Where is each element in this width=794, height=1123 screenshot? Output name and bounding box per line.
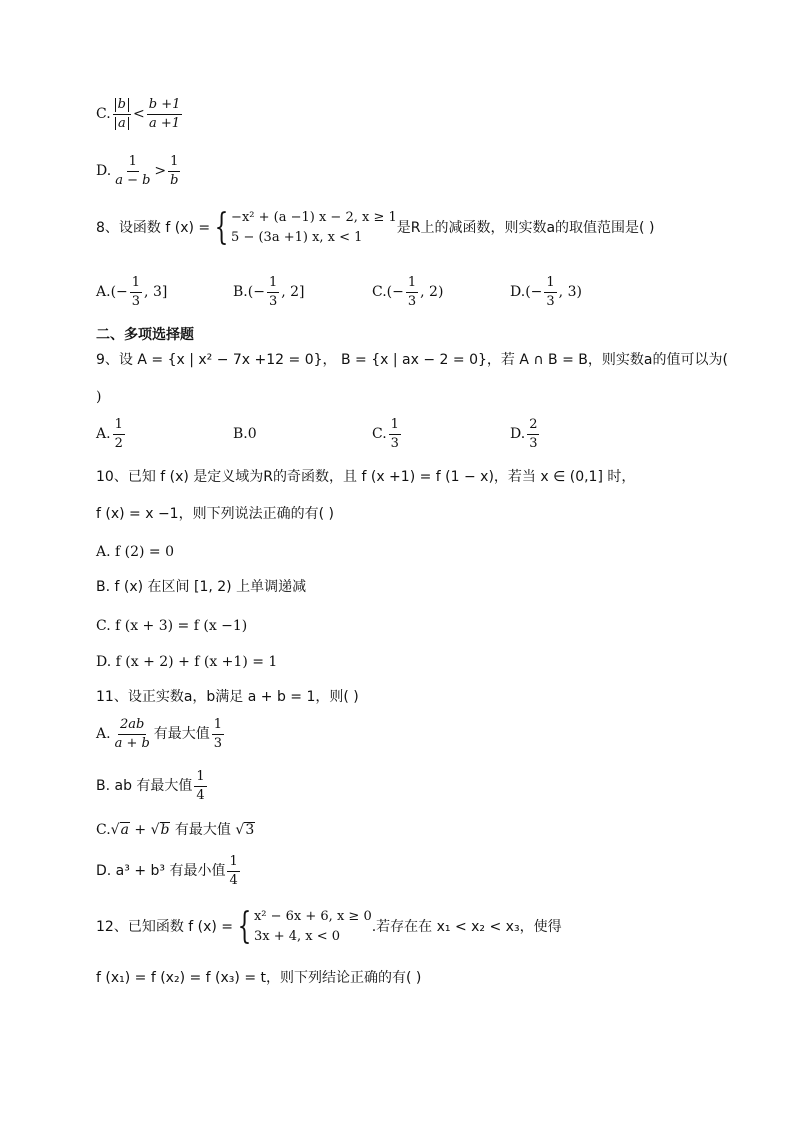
q8-case-2: 5 − (3a +1) x, x < 1 [231,229,363,245]
q7-option-c-right-fraction: b +1 a +1 [148,97,181,131]
q12-stem-continued: f (x₁) = f (x₂) = f (x₃) = t，则下列结论正确的有( ) [96,970,422,986]
q8-suffix: 是R上的减函数，则实数a的取值范围是( ) [396,219,655,236]
q11-option-a-fraction: 2ab a + b [114,717,150,751]
q10-option-c: C. f (x + 3) = f (x −1) [96,618,248,634]
q7-option-d-right-fraction: 1 b [170,154,179,188]
q12-suffix: .若存在在 x₁ < x₂ < x₃，使得 [371,918,562,935]
q9-option-d-fraction: 2 3 [529,417,538,451]
q7-option-c [96,98,184,130]
q7-option-d-left-fraction: 1 a − b [115,154,151,188]
q11-option-c-sqrt-a: a [120,822,129,838]
q7-option-d [96,155,182,187]
q11-option-d: D. a³ + b³ 有最小值 1 4 [96,854,238,888]
q8-brace: { [214,206,229,248]
q9-option-c-fraction: 1 3 [390,417,399,451]
q11-stem: 11、设正实数a，b满足 a + b = 1，则( ) [96,689,359,705]
q8-option-d-fraction: $\frac{1}{3}$ [546,275,555,309]
q9-option-d: D. 2 3 [510,417,538,451]
q11-option-a-value: 1 3 [213,717,223,751]
q7-option-d-label: D. [96,163,112,180]
q8-cases [231,208,397,247]
section-heading: 二、多项选择题 [96,327,194,343]
q11-option-c: C. √ a + √ b 有最大值 √ 3 [96,821,255,838]
q7-option-c-label: C. [96,106,111,123]
q12-brace: { [237,905,252,947]
q12-case-2: 3x + 4, x < 0 [253,928,341,944]
q9-stem: 9、设 A = {x | x² − 7x +12 = 0}， B = {x | ax − 2 = 0}，若 A ∩ B = B，则实数a的值可以为( [96,352,728,368]
q8-option-d: D. (− $\frac{1}{3}$ , 3) [510,275,582,309]
q7-option-d-greater-than: > [154,163,167,180]
q8-option-a-fraction: $\frac{1}{3}$ [131,275,141,309]
q12-case-1: x² − 6x + 6, x ≥ 0 [253,909,372,924]
q7-option-c-less-than: < [133,106,145,123]
q9-stem-continued: ) [96,389,102,405]
q11-option-b-value: 1 4 [196,769,205,803]
q8-option-b-fraction: $\frac{1}{3}$ [268,275,278,309]
q8-option-b: B. (− $\frac{1}{3}$ , 2] [233,275,305,309]
q10-option-a: A. f (2) = 0 [96,544,175,560]
q8-option-a: A. (− $\frac{1}{3}$ , 3] [96,275,168,309]
q9-option-b: B. 0 [233,426,257,442]
q11-option-b: B. ab 有最大值 1 4 [96,769,205,803]
q10-stem: 10、已知 f (x) 是定义域为R的奇函数，且 f (x +1) = f (1 − x)，若当 x ∈ (0,1] 时， [96,469,636,485]
q11-option-a: A. 2ab a + b 有最大值 1 3 [96,717,223,751]
q10-option-d: D. f (x + 2) + f (x +1) = 1 [96,654,278,670]
q10-stem-continued: f (x) = x −1，则下列说法正确的有( ) [96,506,334,522]
q9-option-a: A. 1 2 [96,417,123,451]
q8-stem [96,208,654,247]
q8-option-c-fraction: $\frac{1}{3}$ [407,275,417,309]
q8-option-c: C. (− $\frac{1}{3}$ , 2) [372,275,444,309]
q11-option-d-value: 1 4 [229,854,238,888]
q11-option-c-sqrt-3: 3 [245,822,255,838]
q12-prefix: 12、已知函数 f (x) = [96,918,234,935]
q9-option-a-fraction: 1 2 [114,417,123,451]
q8-case-1: −x² + (a −1) x − 2, x ≥ 1 [231,210,397,225]
q12-cases [254,907,372,946]
q8-prefix: 8、设函数 f (x) = [96,219,211,236]
q11-option-c-sqrt-b: b [160,822,170,838]
q9-option-c: C. 1 3 [372,417,399,451]
q12-stem [96,907,562,946]
q7-option-c-left-fraction: b a [113,98,131,130]
q10-option-b: B. f (x) 在区间 [1, 2) 上单调递减 [96,579,307,595]
